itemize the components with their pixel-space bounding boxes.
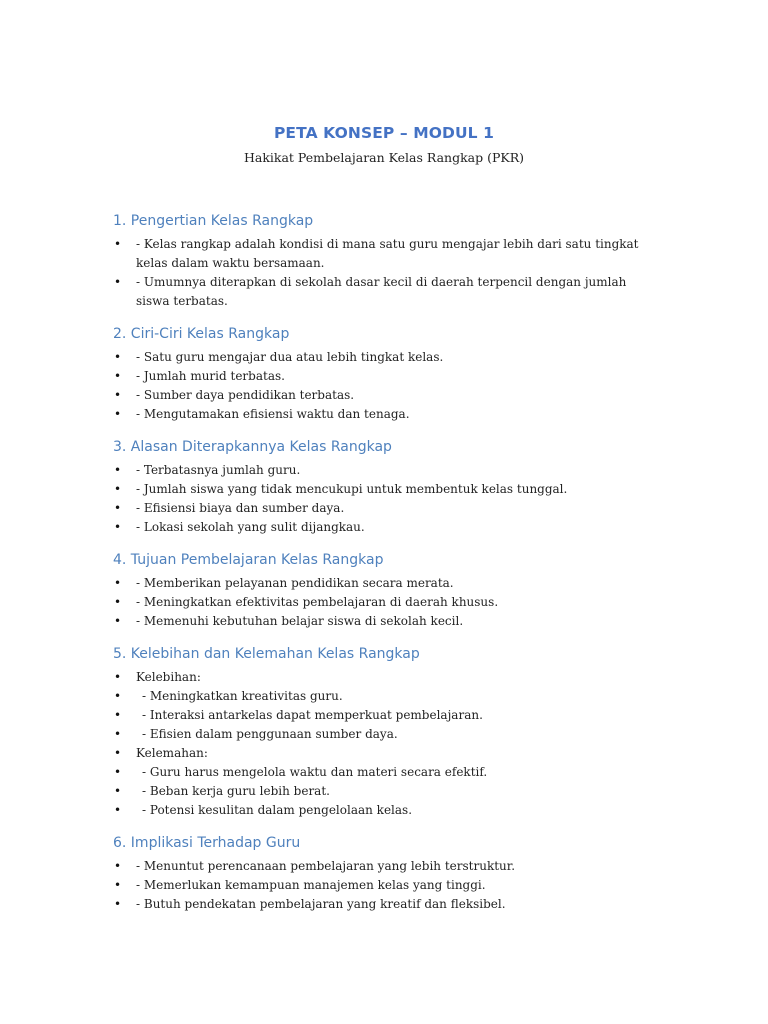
list-item — [113, 687, 653, 706]
bullet-icon: • — [114, 595, 122, 609]
list-item-text: - Satu guru mengajar dua atau lebih tingkat kelas. — [136, 350, 444, 364]
bullet-icon: • — [114, 237, 122, 251]
bullet-list — [113, 348, 653, 424]
bullet-icon: • — [114, 803, 122, 817]
bullet-icon: • — [114, 765, 122, 779]
bullet-icon: • — [114, 878, 122, 892]
bullet-icon: • — [114, 727, 122, 741]
bullet-icon: • — [114, 784, 122, 798]
section-1 — [113, 212, 653, 311]
bullet-list — [113, 235, 653, 311]
bullet-icon: • — [114, 689, 122, 703]
list-item-text: - Menuntut perencanaan pembelajaran yang lebih terstruktur. — [136, 859, 516, 873]
list-item — [113, 499, 653, 518]
list-item — [113, 782, 653, 801]
list-item-text: - Beban kerja guru lebih berat. — [142, 784, 330, 798]
list-item-text: - Guru harus mengelola waktu dan materi secara efektif. — [142, 765, 488, 779]
list-item — [113, 348, 653, 367]
list-item — [113, 668, 653, 687]
document-title: PETA KONSEP – MODUL 1 — [273, 124, 495, 142]
bullet-icon: • — [114, 350, 122, 364]
list-item-text: - Interaksi antarkelas dapat memperkuat pembelajaran. — [142, 708, 483, 722]
list-item — [113, 235, 653, 273]
bullet-icon: • — [114, 897, 122, 911]
bullet-icon: • — [114, 520, 122, 534]
list-item-text: - Mengutamakan efisiensi waktu dan tenaga. — [136, 407, 410, 421]
section-heading: 5. Kelebihan dan Kelemahan Kelas Rangkap — [113, 646, 420, 662]
list-item — [113, 763, 653, 782]
section-heading: 4. Tujuan Pembelajaran Kelas Rangkap — [113, 552, 384, 568]
list-item — [113, 801, 653, 820]
list-item-text: - Butuh pendekatan pembelajaran yang kreatif dan fleksibel. — [136, 897, 506, 911]
bullet-icon: • — [114, 859, 122, 873]
bullet-icon: • — [114, 482, 122, 496]
bullet-icon: • — [114, 407, 122, 421]
bullet-icon: • — [114, 670, 122, 684]
list-item-text: - Meningkatkan kreativitas guru. — [142, 689, 343, 703]
list-item — [113, 895, 653, 914]
bullet-icon: • — [114, 501, 122, 515]
list-item — [113, 480, 653, 499]
list-item-text: - Memenuhi kebutuhan belajar siswa di sekolah kecil. — [136, 614, 464, 628]
bullet-icon: • — [114, 388, 122, 402]
section-3 — [113, 438, 653, 537]
list-item — [113, 857, 653, 876]
list-item-text: Kelemahan: — [136, 746, 208, 760]
list-item-text: - Sumber daya pendidikan terbatas. — [136, 388, 355, 402]
list-item — [113, 273, 653, 311]
list-item-text: Kelebihan: — [136, 670, 201, 684]
list-item — [113, 744, 653, 763]
document-body — [113, 212, 653, 928]
list-item — [113, 574, 653, 593]
list-item — [113, 612, 653, 631]
list-item-text: - Jumlah murid terbatas. — [136, 369, 285, 383]
bullet-icon: • — [114, 369, 122, 383]
section-5 — [113, 645, 653, 820]
list-item — [113, 405, 653, 424]
list-item-text: - Lokasi sekolah yang sulit dijangkau. — [136, 520, 365, 534]
list-item — [113, 725, 653, 744]
list-item — [113, 876, 653, 895]
list-item — [113, 461, 653, 480]
list-item-text: - Memerlukan kemampuan manajemen kelas yang tinggi. — [136, 878, 486, 892]
section-2 — [113, 325, 653, 424]
bullet-list — [113, 461, 653, 537]
list-item-text: - Kelas rangkap adalah kondisi di mana satu guru mengajar lebih dari satu tingkat kelas dalam waktu bersamaan. — [136, 237, 639, 270]
list-item-text: - Efisien dalam penggunaan sumber daya. — [142, 727, 398, 741]
list-item-text: - Meningkatkan efektivitas pembelajaran di daerah khusus. — [136, 595, 499, 609]
section-heading: 1. Pengertian Kelas Rangkap — [113, 213, 314, 229]
list-item — [113, 518, 653, 537]
document-subtitle: Hakikat Pembelajaran Kelas Rangkap (PKR) — [243, 150, 525, 165]
bullet-icon: • — [114, 708, 122, 722]
bullet-list — [113, 574, 653, 631]
section-heading: 2. Ciri-Ciri Kelas Rangkap — [113, 326, 290, 342]
bullet-icon: • — [114, 614, 122, 628]
bullet-list — [113, 668, 653, 820]
bullet-icon: • — [114, 746, 122, 760]
section-4 — [113, 551, 653, 631]
section-heading: 6. Implikasi Terhadap Guru — [113, 835, 301, 851]
list-item-text: - Terbatasnya jumlah guru. — [136, 463, 301, 477]
list-item-text: - Jumlah siswa yang tidak mencukupi untuk membentuk kelas tunggal. — [136, 482, 568, 496]
section-6 — [113, 834, 653, 914]
bullet-icon: • — [114, 275, 122, 289]
list-item — [113, 367, 653, 386]
list-item — [113, 593, 653, 612]
list-item — [113, 386, 653, 405]
section-heading: 3. Alasan Diterapkannya Kelas Rangkap — [113, 439, 392, 455]
list-item-text: - Efisiensi biaya dan sumber daya. — [136, 501, 345, 515]
list-item-text: - Potensi kesulitan dalam pengelolaan kelas. — [142, 803, 413, 817]
bullet-list — [113, 857, 653, 914]
list-item — [113, 706, 653, 725]
list-item-text: - Umumnya diterapkan di sekolah dasar kecil di daerah terpencil dengan jumlah siswa terbatas. — [136, 275, 627, 308]
bullet-icon: • — [114, 463, 122, 477]
list-item-text: - Memberikan pelayanan pendidikan secara merata. — [136, 576, 454, 590]
bullet-icon: • — [114, 576, 122, 590]
